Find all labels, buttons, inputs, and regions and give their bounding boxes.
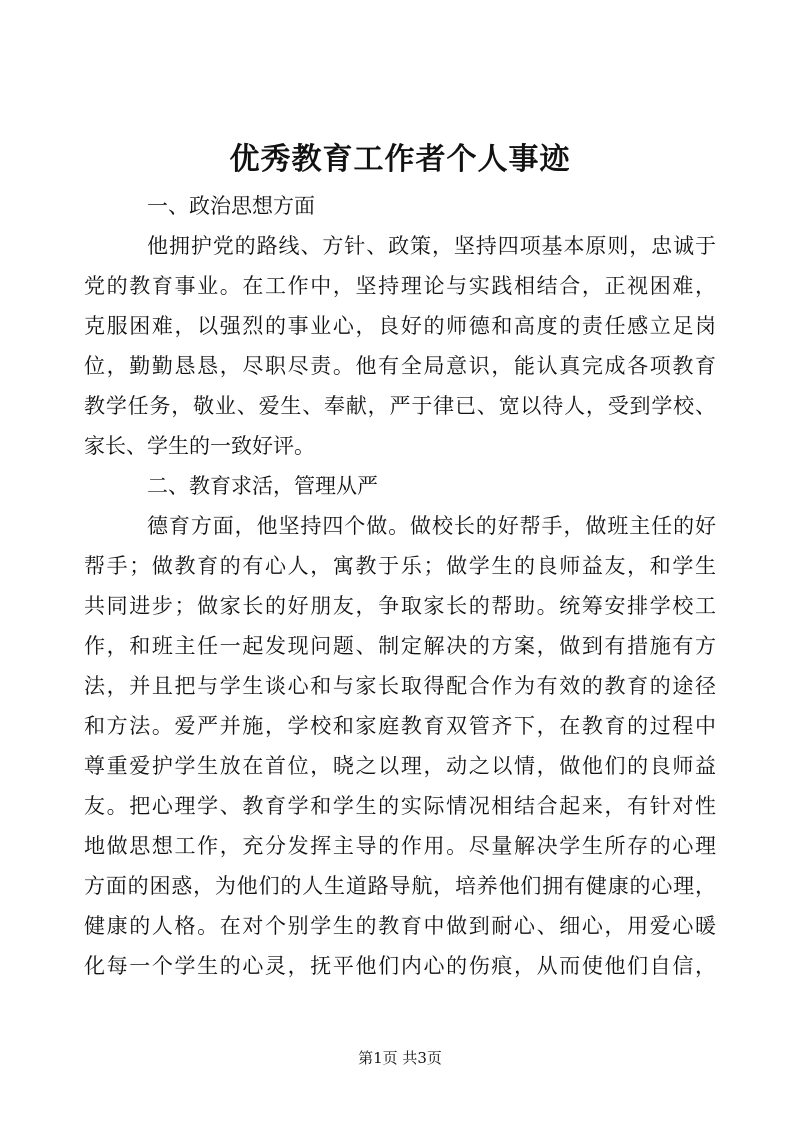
paragraph-line: 帮手；做教育的有心人，寓教于乐；做学生的良师益友，和学生 [84, 554, 716, 578]
paragraph-line: 位，勤勤恳恳，尽职尽责。他有全局意识，能认真完成各项教育 [84, 354, 716, 378]
paragraph-line: 作，和班主任一起发现问题、制定解决的方案，做到有措施有方 [84, 634, 716, 658]
paragraph-line: 德育方面，他坚持四个做。做校长的好帮手，做班主任的好 [147, 514, 716, 538]
paragraph-line: 健康的人格。在对个别学生的教育中做到耐心、细心，用爱心暖 [84, 914, 716, 938]
paragraph-line: 方面的困惑，为他们的人生道路导航，培养他们拥有健康的心理， [84, 874, 716, 898]
paragraph-line: 他拥护党的路线、方针、政策，坚持四项基本原则，忠诚于 [147, 234, 716, 258]
document-body [84, 186, 716, 986]
paragraph-line: 共同进步；做家长的好朋友，争取家长的帮助。统筹安排学校工 [84, 594, 716, 618]
section-heading: 二、教育求活，管理从严 [147, 474, 378, 498]
paragraph-line: 化每一个学生的心灵，抚平他们内心的伤痕，从而使他们自信， [84, 954, 716, 978]
paragraph-line: 法，并且把与学生谈心和与家长取得配合作为有效的教育的途径 [84, 674, 716, 698]
paragraph-line: 党的教育事业。在工作中，坚持理论与实践相结合，正视困难， [84, 274, 716, 298]
paragraph-line: 克服困难，以强烈的事业心，良好的师德和高度的责任感立足岗 [84, 314, 716, 338]
paragraph-line: 地做思想工作，充分发挥主导的作用。尽量解决学生所存的心理 [84, 834, 716, 858]
document-title: 优秀教育工作者个人事迹 [229, 142, 571, 177]
paragraph-line: 尊重爱护学生放在首位，晓之以理，动之以情，做他们的良师益 [84, 754, 716, 778]
paragraph-line: 友。把心理学、教育学和学生的实际情况相结合起来，有针对性 [84, 794, 716, 818]
paragraph-line: 和方法。爱严并施，学校和家庭教育双管齐下，在教育的过程中 [84, 714, 716, 738]
paragraph-line: 家长、学生的一致好评。 [84, 434, 315, 458]
page-number-footer: 第1页 共3页 [358, 1049, 442, 1067]
paragraph-line: 教学任务，敬业、爱生、奉献，严于律已、宽以待人，受到学校、 [84, 394, 716, 418]
section-heading: 一、政治思想方面 [147, 194, 315, 218]
